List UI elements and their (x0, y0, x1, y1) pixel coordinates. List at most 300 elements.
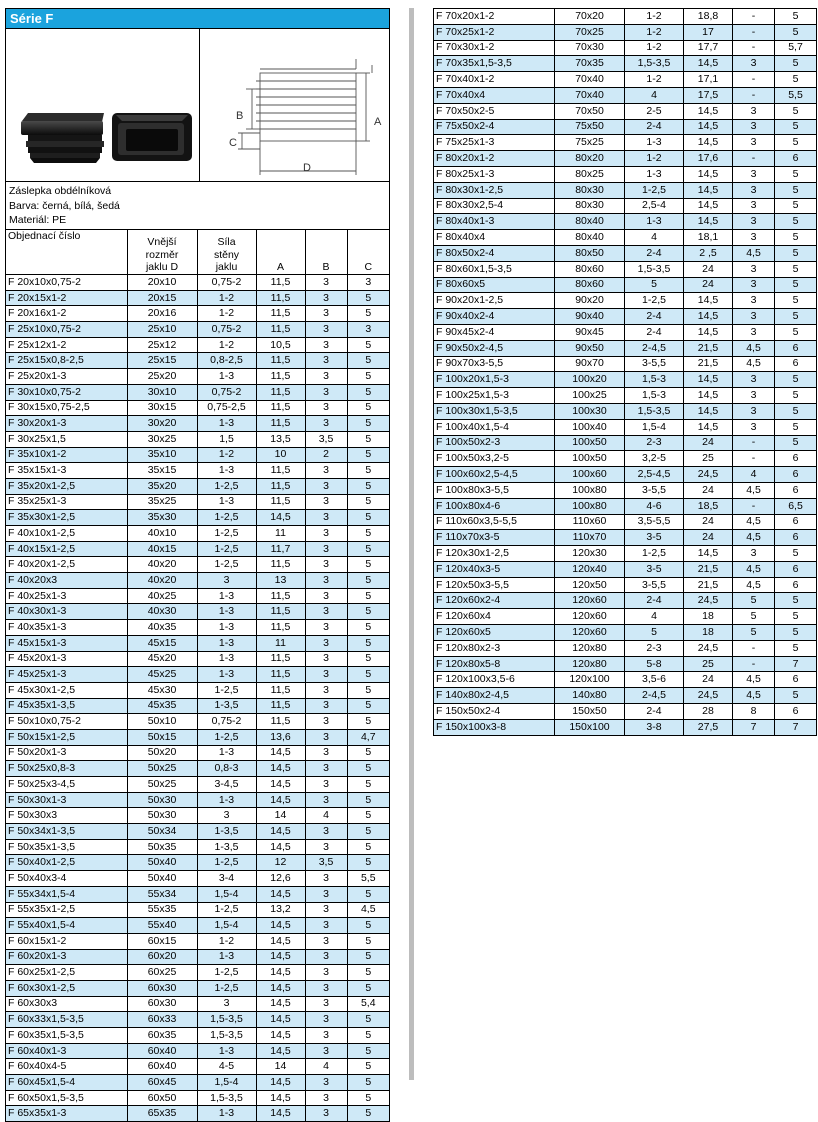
cell-wall-thickness: 1,5-3,5 (625, 56, 684, 72)
table-row (6, 1043, 389, 1059)
cell-order-number: F 80x25x1-3 (434, 166, 555, 182)
cell-a: 11,5 (256, 400, 305, 416)
cell-order-number: F 60x15x1-2 (6, 933, 127, 949)
cell-outer-dimension: 50x15 (127, 729, 197, 745)
cell-c: 5 (775, 324, 817, 340)
cell-wall-thickness: 2-3 (625, 435, 684, 451)
cell-order-number: F 50x40x1-2,5 (6, 855, 127, 871)
cell-outer-dimension: 20x10 (127, 275, 197, 291)
cell-c: 5 (347, 290, 389, 306)
table-row (6, 1028, 389, 1044)
table-row (6, 526, 389, 542)
cell-c: 5 (347, 682, 389, 698)
table-row (6, 682, 389, 698)
left-panel (5, 8, 390, 1122)
cell-outer-dimension: 120x40 (555, 561, 625, 577)
cell-c: 5 (347, 1043, 389, 1059)
cell-a: 11,5 (256, 478, 305, 494)
cell-a: 24 (684, 261, 733, 277)
cell-wall-thickness: 5-8 (625, 656, 684, 672)
cell-c: 6,5 (775, 498, 817, 514)
cell-b: 3 (305, 384, 347, 400)
cell-order-number: F 120x50x3-5,5 (434, 577, 555, 593)
cell-c: 5 (347, 337, 389, 353)
cell-c: 5 (347, 933, 389, 949)
cell-outer-dimension: 45x15 (127, 635, 197, 651)
table-row (434, 245, 817, 261)
header-wall-thickness: Síla stěny jaklu (197, 230, 256, 275)
cell-order-number: F 35x25x1-3 (6, 494, 127, 510)
cell-order-number: F 60x35x1,5-3,5 (6, 1028, 127, 1044)
cell-b: 4,5 (733, 340, 775, 356)
table-row (434, 625, 817, 641)
cell-wall-thickness: 3-4 (197, 871, 256, 887)
cell-a: 11,5 (256, 322, 305, 338)
cell-wall-thickness: 5 (625, 625, 684, 641)
table-row (6, 745, 389, 761)
table-row (434, 198, 817, 214)
cell-wall-thickness: 1-2,5 (197, 965, 256, 981)
cell-wall-thickness: 1-2,5 (625, 546, 684, 562)
cell-b: 3 (305, 933, 347, 949)
cell-c: 5 (775, 403, 817, 419)
cell-wall-thickness: 0,8-3 (197, 761, 256, 777)
cell-a: 14,5 (684, 372, 733, 388)
cell-wall-thickness: 3,5-5,5 (625, 514, 684, 530)
cell-a: 24 (684, 530, 733, 546)
cell-b: 4,5 (733, 688, 775, 704)
cell-outer-dimension: 40x35 (127, 620, 197, 636)
cell-outer-dimension: 40x25 (127, 588, 197, 604)
cell-b: 4,5 (733, 514, 775, 530)
cell-outer-dimension: 30x25 (127, 431, 197, 447)
cell-order-number: F 100x40x1,5-4 (434, 419, 555, 435)
cell-c: 5,5 (347, 871, 389, 887)
cell-outer-dimension: 45x35 (127, 698, 197, 714)
cell-c: 5 (775, 593, 817, 609)
cell-c: 5 (775, 24, 817, 40)
table-row (6, 761, 389, 777)
cell-b: 3 (305, 918, 347, 934)
cell-a: 27,5 (684, 719, 733, 735)
cell-order-number: F 50x34x1-3,5 (6, 824, 127, 840)
cell-a: 18,8 (684, 9, 733, 25)
cell-outer-dimension: 100x20 (555, 372, 625, 388)
cell-wall-thickness: 3-5,5 (625, 482, 684, 498)
cell-order-number: F 120x30x1-2,5 (434, 546, 555, 562)
cell-wall-thickness: 1-2 (625, 24, 684, 40)
cell-b: 3 (733, 56, 775, 72)
cell-a: 14,5 (256, 1090, 305, 1106)
cell-outer-dimension: 60x33 (127, 1012, 197, 1028)
cell-order-number: F 80x60x1,5-3,5 (434, 261, 555, 277)
cell-order-number: F 50x35x1-3,5 (6, 839, 127, 855)
cell-c: 5 (775, 135, 817, 151)
cell-c: 5 (775, 182, 817, 198)
product-info (6, 182, 389, 230)
cell-c: 5,5 (775, 87, 817, 103)
cell-order-number: F 20x10x0,75-2 (6, 275, 127, 291)
cell-b: 3 (733, 546, 775, 562)
cell-b: 4,5 (733, 356, 775, 372)
cell-order-number: F 60x25x1-2,5 (6, 965, 127, 981)
cell-outer-dimension: 50x30 (127, 792, 197, 808)
cell-outer-dimension: 100x25 (555, 388, 625, 404)
cell-b: 3 (305, 494, 347, 510)
cell-order-number: F 40x25x1-3 (6, 588, 127, 604)
cell-outer-dimension: 50x20 (127, 745, 197, 761)
cell-outer-dimension: 100x30 (555, 403, 625, 419)
cell-order-number: F 50x20x1-3 (6, 745, 127, 761)
cell-outer-dimension: 70x30 (555, 40, 625, 56)
cell-outer-dimension: 40x15 (127, 541, 197, 557)
cell-outer-dimension: 40x30 (127, 604, 197, 620)
cell-outer-dimension: 60x30 (127, 980, 197, 996)
cell-wall-thickness: 2-4,5 (625, 688, 684, 704)
cell-c: 5 (347, 918, 389, 934)
cell-b: 4,5 (733, 245, 775, 261)
cell-order-number: F 55x35x1-2,5 (6, 902, 127, 918)
cell-order-number: F 25x15x0,8-2,5 (6, 353, 127, 369)
cell-order-number: F 50x15x1-2,5 (6, 729, 127, 745)
cell-c: 5 (775, 546, 817, 562)
table-row (434, 498, 817, 514)
cell-order-number: F 30x15x0,75-2,5 (6, 400, 127, 416)
cell-order-number: F 110x70x3-5 (434, 530, 555, 546)
cell-b: 4,5 (733, 672, 775, 688)
cell-outer-dimension: 45x25 (127, 667, 197, 683)
cell-outer-dimension: 120x80 (555, 656, 625, 672)
cell-b: 3 (305, 1012, 347, 1028)
cell-wall-thickness: 2-5 (625, 103, 684, 119)
cell-a: 11,5 (256, 667, 305, 683)
cell-wall-thickness: 1,5-4 (197, 1075, 256, 1091)
cell-b: 7 (733, 719, 775, 735)
cell-outer-dimension: 50x40 (127, 871, 197, 887)
left-spec-table (6, 230, 389, 1121)
cell-order-number: F 80x40x1-3 (434, 214, 555, 230)
series-title: Série F (6, 9, 389, 29)
cell-wall-thickness: 1-2,5 (197, 729, 256, 745)
cell-a: 11,5 (256, 588, 305, 604)
cell-wall-thickness: 1-2,5 (625, 293, 684, 309)
cell-c: 5 (775, 198, 817, 214)
cell-a: 21,5 (684, 561, 733, 577)
table-row (434, 293, 817, 309)
cell-outer-dimension: 100x60 (555, 467, 625, 483)
cell-b: 3 (305, 322, 347, 338)
cell-c: 5 (347, 855, 389, 871)
cell-a: 21,5 (684, 340, 733, 356)
cell-b: 3 (305, 635, 347, 651)
cell-a: 11,5 (256, 698, 305, 714)
cell-outer-dimension: 50x25 (127, 761, 197, 777)
cell-order-number: F 35x30x1-2,5 (6, 510, 127, 526)
table-row (6, 808, 389, 824)
cell-c: 5,7 (775, 40, 817, 56)
cell-outer-dimension: 120x60 (555, 625, 625, 641)
cell-wall-thickness: 1-3 (197, 416, 256, 432)
cell-wall-thickness: 1,5-4 (625, 419, 684, 435)
cell-outer-dimension: 70x50 (555, 103, 625, 119)
cell-wall-thickness: 0,75-2,5 (197, 400, 256, 416)
cell-a: 10 (256, 447, 305, 463)
cell-b: 3 (305, 871, 347, 887)
cell-wall-thickness: 1-2,5 (197, 541, 256, 557)
cell-a: 11,5 (256, 651, 305, 667)
cell-wall-thickness: 1-2,5 (197, 510, 256, 526)
cell-c: 5 (775, 72, 817, 88)
cell-wall-thickness: 1-2 (197, 290, 256, 306)
left-table-body (6, 275, 389, 1122)
cell-c: 5 (347, 447, 389, 463)
cell-order-number: F 70x35x1,5-3,5 (434, 56, 555, 72)
cell-wall-thickness: 1,5-3,5 (197, 1028, 256, 1044)
cell-wall-thickness: 1-2,5 (197, 557, 256, 573)
cell-c: 5 (775, 419, 817, 435)
cell-b: 5 (733, 609, 775, 625)
cell-order-number: F 70x40x4 (434, 87, 555, 103)
cell-outer-dimension: 80x60 (555, 261, 625, 277)
table-row (434, 593, 817, 609)
dim-label-b: B (236, 110, 244, 122)
cell-b: 3 (733, 166, 775, 182)
cell-wall-thickness: 1-2,5 (197, 526, 256, 542)
cell-outer-dimension: 65x35 (127, 1106, 197, 1121)
cell-wall-thickness: 5 (625, 277, 684, 293)
table-row (434, 514, 817, 530)
cell-a: 14,5 (684, 182, 733, 198)
cell-wall-thickness: 1-2 (197, 933, 256, 949)
table-row (6, 792, 389, 808)
cell-a: 14,5 (256, 1028, 305, 1044)
cell-a: 14,5 (256, 886, 305, 902)
cell-b: 3 (305, 1043, 347, 1059)
cell-b: 3 (733, 261, 775, 277)
cell-order-number: F 55x40x1,5-4 (6, 918, 127, 934)
cell-order-number: F 120x80x5-8 (434, 656, 555, 672)
cell-outer-dimension: 60x50 (127, 1090, 197, 1106)
cell-a: 14,5 (256, 949, 305, 965)
cell-order-number: F 45x15x1-3 (6, 635, 127, 651)
cell-c: 5 (347, 714, 389, 730)
header-outer-dimension: Vnější rozměr jaklu D (127, 230, 197, 275)
cell-c: 5 (347, 620, 389, 636)
cell-a: 14,5 (684, 546, 733, 562)
cell-outer-dimension: 50x25 (127, 777, 197, 793)
cell-wall-thickness: 1-2 (197, 337, 256, 353)
cell-c: 5 (775, 293, 817, 309)
table-row (6, 431, 389, 447)
cell-wall-thickness: 1-3 (197, 792, 256, 808)
cell-order-number: F 80x50x2-4 (434, 245, 555, 261)
cell-outer-dimension: 90x40 (555, 309, 625, 325)
cell-c: 5 (347, 588, 389, 604)
cell-outer-dimension: 30x20 (127, 416, 197, 432)
cell-a: 14,5 (256, 933, 305, 949)
cell-a: 14,5 (256, 761, 305, 777)
cell-outer-dimension: 35x15 (127, 463, 197, 479)
cell-b: 4 (305, 808, 347, 824)
plug-side-view (21, 113, 104, 163)
cell-c: 5 (347, 526, 389, 542)
cell-b: - (733, 640, 775, 656)
cell-b: 3 (305, 996, 347, 1012)
table-row (6, 275, 389, 291)
cell-a: 12,6 (256, 871, 305, 887)
cell-wall-thickness: 1-3 (197, 620, 256, 636)
cell-a: 11,5 (256, 290, 305, 306)
table-row (6, 1059, 389, 1075)
cell-order-number: F 60x40x1-3 (6, 1043, 127, 1059)
table-header-row (6, 230, 389, 275)
table-row (434, 656, 817, 672)
cell-outer-dimension: 50x10 (127, 714, 197, 730)
cell-a: 14,5 (256, 965, 305, 981)
cell-a: 11,5 (256, 604, 305, 620)
cell-order-number: F 100x80x4-6 (434, 498, 555, 514)
cell-wall-thickness: 1,5-3,5 (625, 403, 684, 419)
cell-b: 5 (733, 593, 775, 609)
cell-c: 5 (775, 9, 817, 25)
cell-b: 4,5 (733, 561, 775, 577)
cell-b: 3 (305, 965, 347, 981)
table-row (6, 933, 389, 949)
cell-outer-dimension: 40x20 (127, 557, 197, 573)
cell-c: 5 (775, 309, 817, 325)
cell-a: 11,7 (256, 541, 305, 557)
cell-a: 14,5 (256, 1012, 305, 1028)
cell-b: 3 (733, 119, 775, 135)
table-row (434, 135, 817, 151)
cell-c: 5 (347, 604, 389, 620)
cell-c: 6 (775, 514, 817, 530)
cell-outer-dimension: 25x10 (127, 322, 197, 338)
cell-outer-dimension: 100x50 (555, 451, 625, 467)
cell-b: 4 (305, 1059, 347, 1075)
cell-outer-dimension: 60x40 (127, 1043, 197, 1059)
cell-c: 5 (347, 573, 389, 589)
cell-wall-thickness: 1-2,5 (197, 902, 256, 918)
table-row (434, 56, 817, 72)
cell-wall-thickness: 3 (197, 573, 256, 589)
cell-b: 3 (305, 729, 347, 745)
cell-outer-dimension: 80x40 (555, 214, 625, 230)
cell-a: 17,7 (684, 40, 733, 56)
cell-wall-thickness: 3-5 (625, 530, 684, 546)
header-b: B (305, 230, 347, 275)
table-row (6, 620, 389, 636)
cell-order-number: F 150x50x2-4 (434, 704, 555, 720)
cell-wall-thickness: 1,5-3,5 (197, 1012, 256, 1028)
cell-c: 6 (775, 672, 817, 688)
cell-order-number: F 40x15x1-2,5 (6, 541, 127, 557)
cell-c: 6 (775, 704, 817, 720)
cell-c: 5 (775, 119, 817, 135)
table-row (434, 230, 817, 246)
cell-wall-thickness: 1-3,5 (197, 698, 256, 714)
cell-wall-thickness: 2-4,5 (625, 340, 684, 356)
cell-wall-thickness: 1-2,5 (625, 182, 684, 198)
cell-b: - (733, 24, 775, 40)
cell-c: 5 (347, 1012, 389, 1028)
cell-c: 5 (775, 435, 817, 451)
cell-c: 5 (775, 372, 817, 388)
dim-label-d: D (303, 162, 311, 174)
cell-order-number: F 70x50x2-5 (434, 103, 555, 119)
cell-order-number: F 25x20x1-3 (6, 369, 127, 385)
cell-a: 14,5 (684, 309, 733, 325)
plug-dimension-drawing (200, 29, 388, 181)
cell-outer-dimension: 100x40 (555, 419, 625, 435)
cell-a: 14 (256, 1059, 305, 1075)
cell-outer-dimension: 120x60 (555, 593, 625, 609)
cell-a: 24,5 (684, 593, 733, 609)
table-row (434, 9, 817, 25)
table-row (434, 166, 817, 182)
cell-b: 3 (305, 682, 347, 698)
cell-wall-thickness: 4 (625, 230, 684, 246)
cell-a: 11,5 (256, 714, 305, 730)
cell-outer-dimension: 120x80 (555, 640, 625, 656)
cell-b: 3 (305, 275, 347, 291)
cell-a: 11,5 (256, 369, 305, 385)
table-row (6, 855, 389, 871)
table-row (6, 463, 389, 479)
cell-c: 6 (775, 561, 817, 577)
cell-wall-thickness: 4-5 (197, 1059, 256, 1075)
cell-outer-dimension: 75x50 (555, 119, 625, 135)
table-row (434, 672, 817, 688)
cell-b: 3 (733, 388, 775, 404)
product-photo (6, 29, 200, 181)
cell-c: 5 (347, 965, 389, 981)
cell-c: 5 (347, 541, 389, 557)
cell-b: - (733, 72, 775, 88)
cell-a: 11,5 (256, 557, 305, 573)
cell-order-number: F 40x10x1-2,5 (6, 526, 127, 542)
header-order-number: Objednací číslo (6, 230, 127, 275)
table-row (6, 447, 389, 463)
cell-c: 5 (775, 688, 817, 704)
cell-b: 4,5 (733, 530, 775, 546)
cell-a: 24 (684, 514, 733, 530)
cell-a: 10,5 (256, 337, 305, 353)
cell-c: 5 (347, 761, 389, 777)
cell-b: 3 (305, 1106, 347, 1121)
cell-c: 5 (347, 839, 389, 855)
cell-b: 2 (305, 447, 347, 463)
cell-order-number: F 100x25x1,5-3 (434, 388, 555, 404)
cell-b: 3 (305, 369, 347, 385)
cell-b: - (733, 498, 775, 514)
cell-a: 14,5 (256, 777, 305, 793)
cell-wall-thickness: 3-5,5 (625, 356, 684, 372)
table-row (6, 384, 389, 400)
cell-c: 5 (775, 214, 817, 230)
cell-c: 6 (775, 577, 817, 593)
cell-b: 3 (305, 290, 347, 306)
cell-b: 3 (305, 526, 347, 542)
cell-wall-thickness: 1-2 (625, 9, 684, 25)
cell-outer-dimension: 70x40 (555, 87, 625, 103)
cell-b: 3 (733, 198, 775, 214)
cell-a: 14,5 (256, 792, 305, 808)
table-row (434, 340, 817, 356)
cell-a: 13 (256, 573, 305, 589)
cell-outer-dimension: 60x25 (127, 965, 197, 981)
cell-c: 5 (347, 886, 389, 902)
